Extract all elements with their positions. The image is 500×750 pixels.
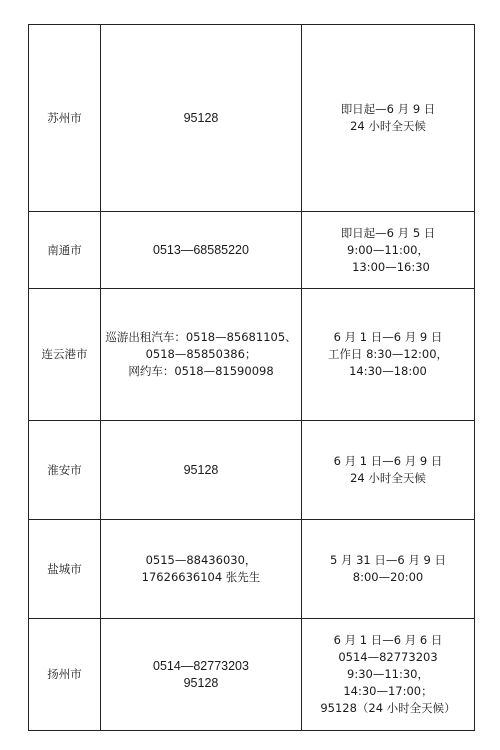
phone-cell (101, 289, 302, 421)
phone-cell (101, 212, 302, 289)
phone-line: 95128 (183, 462, 219, 477)
city-cell: 淮安市 (29, 421, 101, 520)
city-cell: 苏州市 (29, 25, 101, 212)
time-line: 6 月 1 日—6 月 9 日 (333, 454, 443, 468)
time-line: 6 月 1 日—6 月 6 日 (333, 633, 443, 647)
time-line: 9:30—11:30， (347, 667, 429, 681)
time-line: 0514—82773203 (338, 650, 438, 664)
city-cell: 连云港市 (29, 289, 101, 421)
time-cell (302, 25, 475, 212)
table-row (29, 520, 475, 619)
phone-line: 0514—82773203 (153, 658, 249, 673)
time-line: 95128（24 小时全天候） (320, 701, 456, 715)
city-cell: 扬州市 (29, 619, 101, 731)
phone-cell (101, 520, 302, 619)
table-row (29, 25, 475, 212)
phone-line: 0515—88436030， (145, 553, 257, 567)
phone-cell (101, 421, 302, 520)
time-line: 24 小时全天候 (350, 119, 426, 133)
phone-cell (101, 619, 302, 731)
city-cell: 盐城市 (29, 520, 101, 619)
time-line: 24 小时全天候 (350, 471, 426, 485)
phone-line: 95128 (183, 110, 219, 125)
phone-line: 95128 (183, 675, 219, 690)
phone-line: 网约车：0518—81590098 (128, 364, 274, 378)
time-cell (302, 520, 475, 619)
city-cell: 南通市 (29, 212, 101, 289)
phone-line: 17626636104 张先生 (141, 570, 261, 584)
table-row (29, 212, 475, 289)
time-line: 13:00—16:30 (352, 259, 430, 274)
time-line: 9:00—11:00， (347, 242, 429, 257)
time-line: 14:30—18:00 (349, 364, 427, 378)
time-line: 8:00—20:00 (352, 570, 424, 584)
time-line: 6 月 1 日—6 月 9 日 (333, 330, 443, 344)
time-line: 即日起—6 月 5 日 (340, 225, 436, 240)
time-cell (302, 619, 475, 731)
table-row (29, 421, 475, 520)
time-line: 工作日 8:30—12:00， (327, 347, 449, 361)
phone-line: 巡游出租汽车：0518—85681105、 (105, 330, 297, 344)
time-line: 14:30—17:00； (343, 684, 433, 698)
table-row (29, 289, 475, 421)
hotline-table (28, 24, 475, 731)
time-line: 5 月 31 日—6 月 9 日 (329, 553, 447, 567)
table-row (29, 619, 475, 731)
time-cell (302, 212, 475, 289)
phone-line: 0513—68585220 (153, 242, 249, 257)
phone-line: 0518—85850386； (145, 347, 257, 361)
time-line: 即日起—6 月 9 日 (340, 102, 436, 116)
time-cell (302, 421, 475, 520)
time-cell (302, 289, 475, 421)
phone-cell (101, 25, 302, 212)
